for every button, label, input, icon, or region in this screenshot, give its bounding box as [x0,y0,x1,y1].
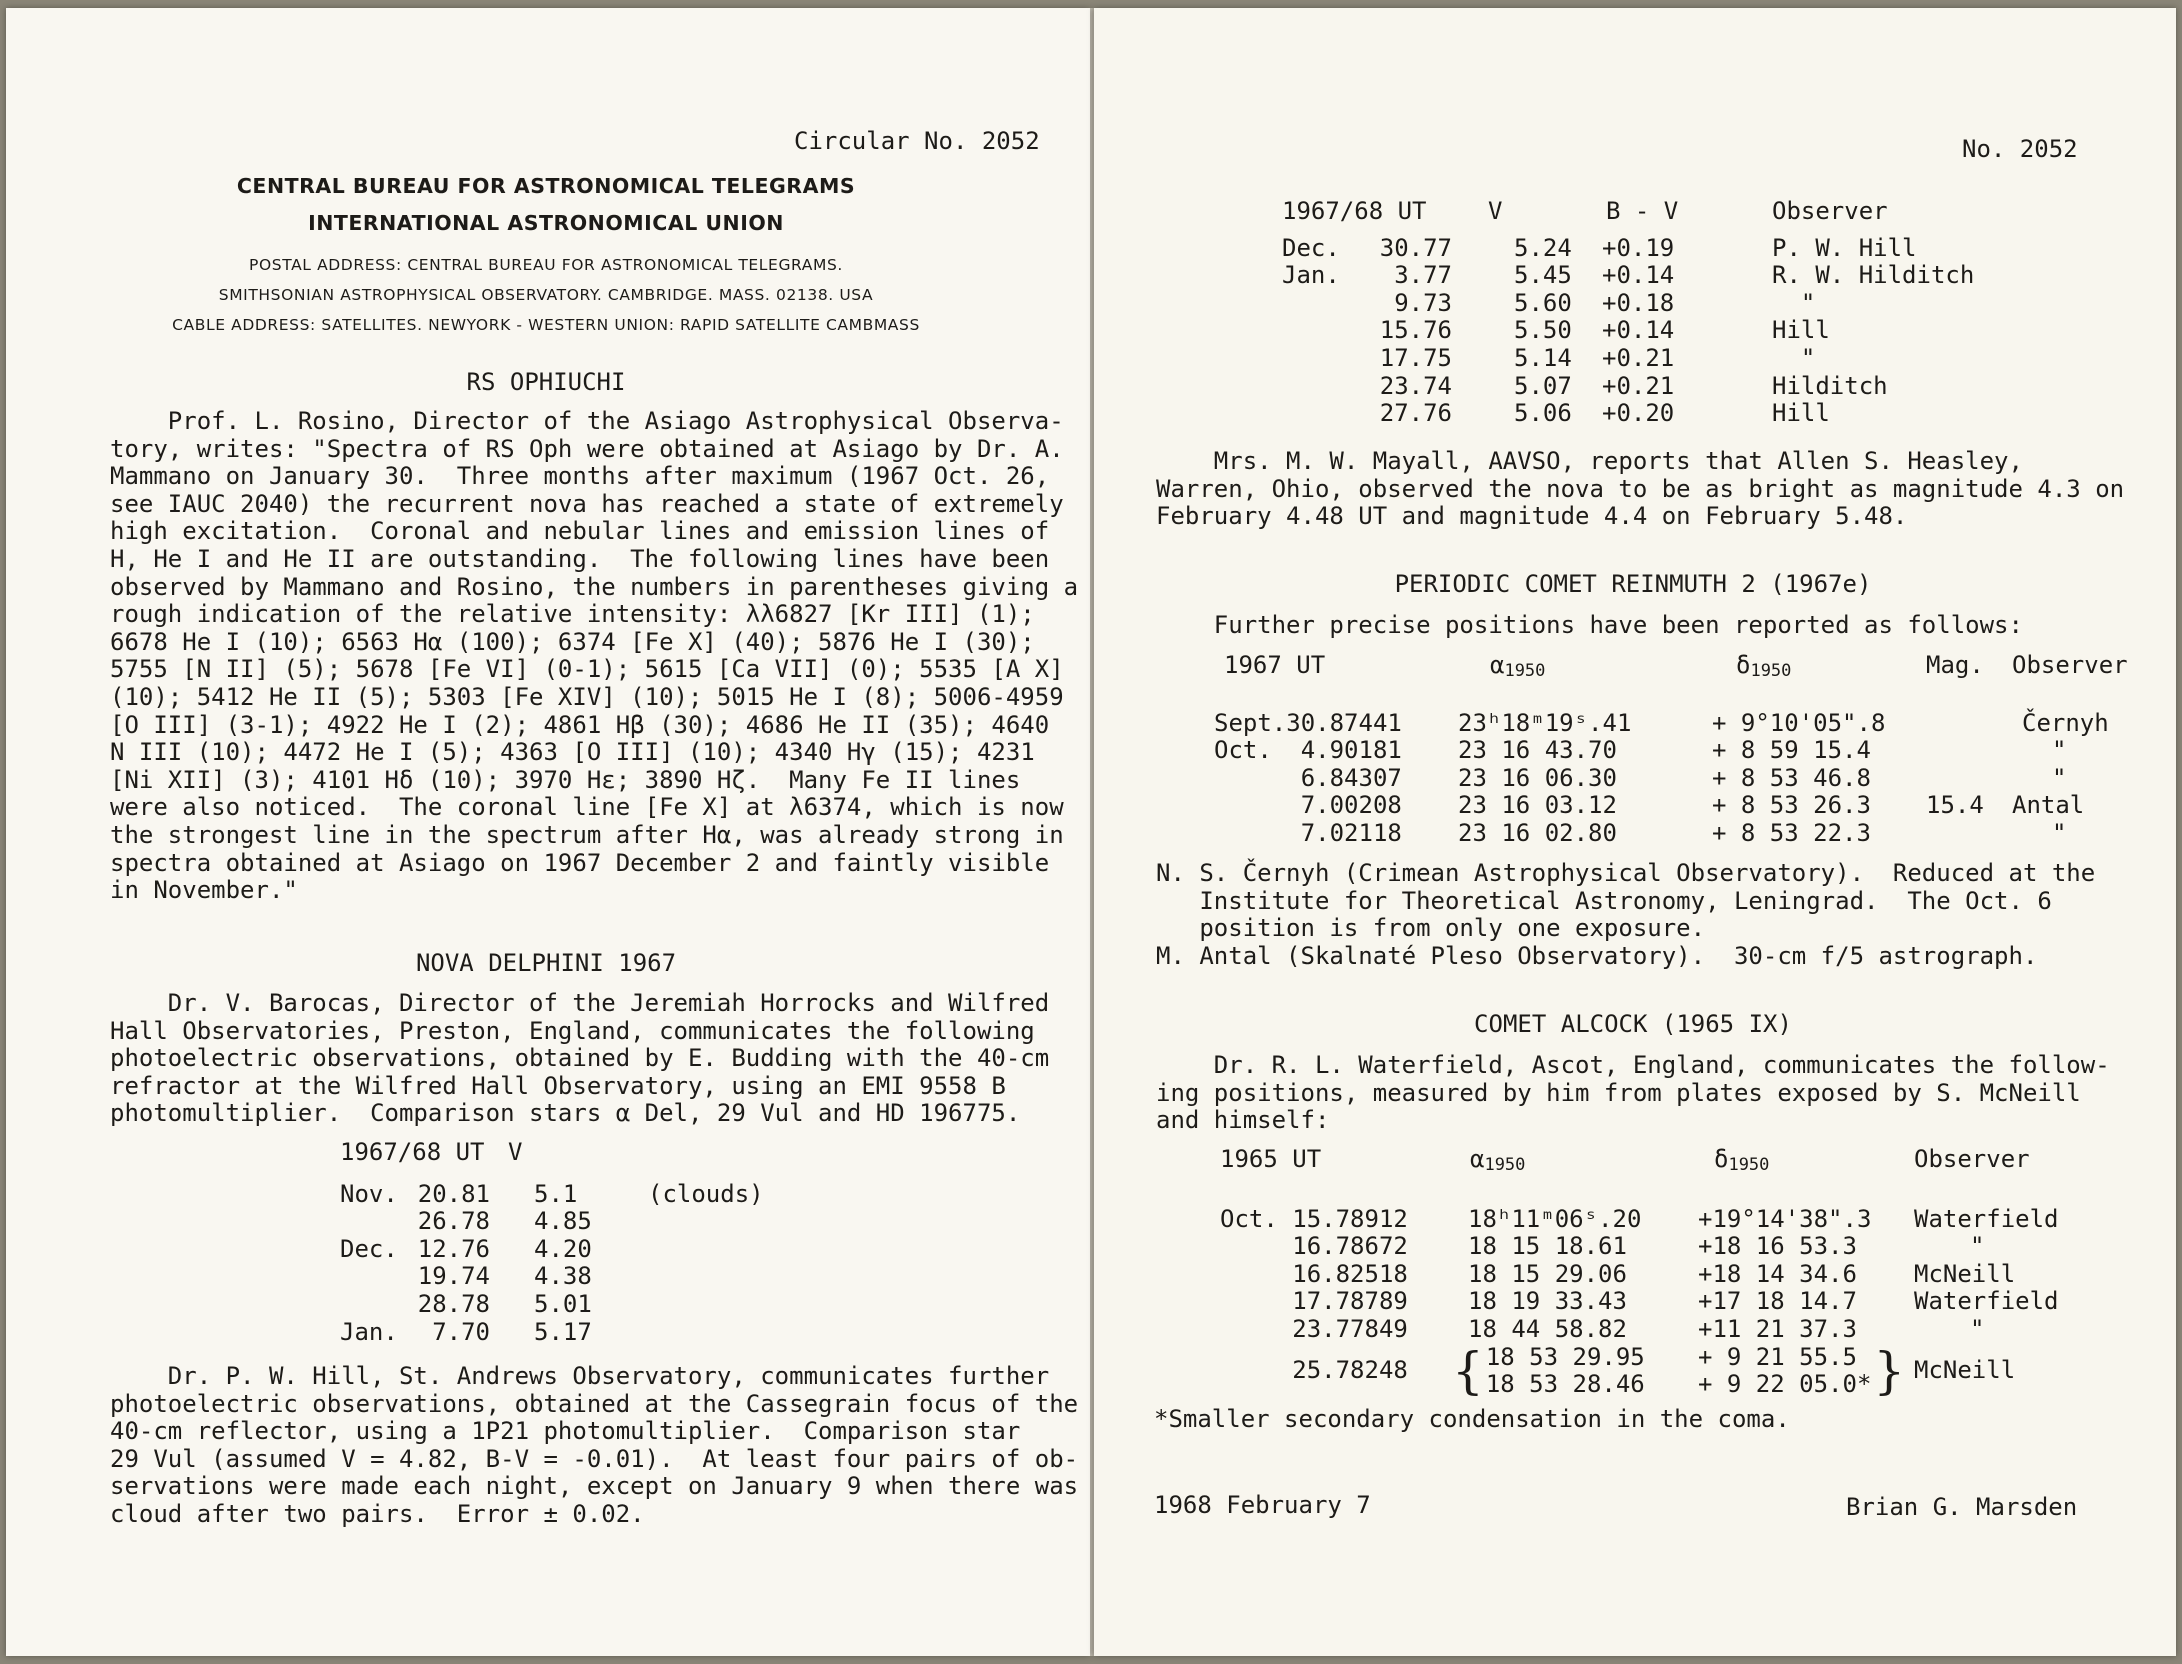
cell-observer: McNeill [1914,1259,2016,1288]
cell-date: 16.78672 [1220,1232,1408,1261]
cell-note [638,1291,764,1319]
text-line: Institute for Theoretical Astronomy, Leningrad. The Oct. 6 [1156,886,2052,915]
table-row [1214,737,2128,765]
cell-observer: Hilditch [1772,371,1888,400]
cell-dec: +17 18 14.7 [1698,1287,1857,1316]
cell-day: 12.76 [417,1234,490,1263]
cell-dec: + 9 22 05.0* [1698,1370,1872,1399]
text-line: [Ni XII] (3); 4101 Hδ (10); 3970 Hε; 3890 Hζ. Many Fe II lines [110,765,1021,794]
col-header-v: V [1488,197,1503,225]
col-header-v: V [508,1138,523,1166]
col-header-mag: Mag. [1926,651,1984,679]
cell-ra: 23 16 02.80 [1458,818,1617,847]
col-header-observer: Observer [1914,1145,2030,1173]
cell-ra: 23 16 06.30 [1458,763,1617,792]
text-line: in November." [110,876,298,905]
nova-delphini-title: NOVA DELPHINI 1967 [415,949,677,977]
cell-mag [1926,737,2012,765]
cell-date: 25.78248 [1220,1356,1408,1385]
rs-ophiuchi-title: RS OPHIUCHI [466,368,626,396]
cell-v: 5.45 [1514,261,1572,290]
cell-ra: 23 16 03.12 [1458,791,1617,820]
cell-note [638,1263,764,1291]
cell-mag [1926,710,2012,738]
table-row [1220,1316,2059,1344]
table-row [1282,235,1974,263]
cell-bv: +0.18 [1602,288,1675,317]
alcock-title: COMET ALCOCK (1965 IX) [1474,1010,1792,1038]
cell-mag: 15.4 [1926,791,1984,820]
cell-ra: 18 53 29.95 [1485,1342,1645,1371]
cell-bv: +0.21 [1602,343,1675,372]
cell-observer: Hill [1772,399,1830,428]
table-row [340,1319,764,1347]
cell-day: 7.70 [432,1317,490,1346]
mayall-text [1156,448,2124,531]
cell-day: 30.77 [1379,233,1452,262]
cell-month [1282,290,1358,318]
cell-note [638,1236,764,1264]
table-row [340,1236,764,1264]
cell-dec: + 8 53 46.8 [1712,763,1871,792]
cell-note: (clouds) [648,1179,764,1208]
cell-bv: +0.20 [1602,399,1675,428]
col-header-dec: δ [1714,1145,1729,1173]
cell-dec: +18 14 34.6 [1698,1259,1857,1288]
right-page [1094,8,2176,1656]
cell-day: 27.76 [1379,399,1452,428]
left-brace: { [1452,1342,1484,1401]
cell-day: 28.78 [417,1289,490,1318]
cell-observer: " [1772,343,1816,372]
cell-note [638,1319,764,1347]
table-header-row [1214,652,2128,686]
circular-number-right: No. 2052 [1962,135,2078,163]
cell-date: Oct. 4.90181 [1214,736,1402,765]
cell-month [340,1208,409,1236]
cell-ra: 23ʰ18ᵐ19ˢ.41 [1458,708,1632,737]
text-line: position is from only one exposure. [1156,914,1706,943]
cell-v: 4.20 [534,1234,592,1263]
cell-bv: +0.14 [1602,316,1675,345]
cell-date: 23.77849 [1220,1314,1408,1343]
cell-month [1282,317,1358,345]
table-row [340,1181,764,1209]
cell-observer: R. W. Hilditch [1772,261,1975,290]
col-header-ut: 1965 UT [1220,1145,1322,1173]
cell-v: 5.1 [534,1179,578,1208]
postal-address-line-1: POSTAL ADDRESS: CENTRAL BUREAU FOR ASTRONOMICAL TELEGRAMS. [249,256,843,274]
col-header-ut: 1967/68 UT [340,1138,485,1166]
right-brace: } [1873,1342,1906,1401]
text-line: 6678 He I (10); 6563 Hα (100); 6374 [Fe X] (40); 5876 He I (30); [110,627,1035,656]
text-line: the strongest line in the spectrum after Hα, was already strong in [110,820,1064,849]
text-line: M. Antal (Skalnaté Pleso Observatory). 30-cm f/5 astrograph. [1156,941,2038,970]
cell-ra: 23 16 43.70 [1458,736,1617,765]
cell-date: 16.82518 [1220,1259,1408,1288]
cell-v: 4.85 [534,1207,592,1236]
text-line: February 4.48 UT and magnitude 4.4 on February 5.48. [1156,502,1908,531]
cell-observer: " [2052,736,2067,765]
text-line: and himself: [1156,1106,1330,1135]
cell-v: 5.01 [534,1289,592,1318]
cell-date: 17.78789 [1220,1287,1408,1316]
signature: Brian G. Marsden [1846,1493,2078,1521]
text-line: Dr. P. W. Hill, St. Andrews Observatory, communicates further [110,1362,1050,1390]
text-line: N. S. Černyh (Crimean Astrophysical Observatory). Reduced at the [1156,859,2096,887]
cell-v: 5.07 [1514,371,1572,400]
cell-ra: 18 44 58.82 [1468,1314,1627,1343]
table-row [340,1263,764,1291]
col-header-observer: Observer [1772,197,1888,225]
text-line: (10); 5412 He II (5); 5303 [Fe XIV] (10); 5015 He I (8); 5006-4959 [110,682,1064,711]
table-row [1282,317,1974,345]
cell-month: Jan. [340,1317,398,1346]
col-header-ra-epoch: 1950 [1504,661,1546,681]
cell-day: 9.73 [1394,288,1452,317]
cell-note [638,1208,764,1236]
table-row [1282,290,1974,318]
cell-day: 17.75 [1379,343,1452,372]
table-row [1214,765,2128,793]
table-header-row [1282,198,1974,226]
text-line: N III (10); 4472 He I (5); 4363 [O III] (10); 4340 Hγ (15); 4231 [110,738,1035,767]
cell-dec: + 9°10'05".8 [1712,708,1886,737]
text-line: photomultiplier. Comparison stars α Del, 29 Vul and HD 196775. [110,1099,1021,1128]
text-line: observed by Mammano and Rosino, the numbers in parentheses giving a [110,572,1079,601]
cell-date: Sept.30.87441 [1214,708,1402,737]
postal-address-line-2: SMITHSONIAN ASTROPHYSICAL OBSERVATORY. CAMBRIDGE. MASS. 02138. USA [218,286,874,304]
text-line: Mrs. M. W. Mayall, AAVSO, reports that Allen S. Heasley, [1156,447,2023,475]
cell-observer: " [1772,288,1816,317]
col-header-ut: 1967 UT [1224,651,1326,679]
cell-date: 6.84307 [1214,763,1402,792]
reinmuth-notes [1156,860,2095,970]
cell-ra: 18ʰ11ᵐ06ˢ.20 [1468,1204,1642,1233]
cell-ra: 18 53 28.46 [1485,1370,1645,1399]
alcock-text [1156,1052,2110,1135]
text-line: see IAUC 2040) the recurrent nova has reached a state of extremely [110,489,1064,518]
col-header-ra-epoch: 1950 [1484,1155,1526,1175]
text-line: H, He I and He II are outstanding. The following lines have been [110,544,1050,573]
table-row [1282,373,1974,401]
col-header-observer: Observer [2012,651,2128,679]
circular-date: 1968 February 7 [1154,1491,1371,1519]
cell-date: 7.02118 [1214,818,1402,847]
cell-day: 19.74 [417,1262,490,1291]
cell-month: Dec. [1282,233,1340,262]
cell-day: 23.74 [1379,371,1452,400]
reinmuth-table [1214,652,2128,848]
cell-month [340,1291,409,1319]
cell-month [1282,400,1358,428]
alcock-table [1220,1146,2059,1399]
cell-observer: Antal [2012,791,2085,820]
cable-address: CABLE ADDRESS: SATELLITES. NEWYORK - WESTERN UNION: RAPID SATELLITE CAMBMASS [172,316,920,334]
cell-mag [1926,820,2012,848]
table-row [340,1291,764,1319]
hill-table [1282,198,1974,428]
text-line: Hall Observatories, Preston, England, communicates the following [110,1016,1035,1045]
cell-month: Nov. [340,1179,398,1208]
cell-day: 15.76 [1379,316,1452,345]
col-header-ra: α [1470,1145,1485,1173]
cell-day: 26.78 [417,1207,490,1236]
text-line: Warren, Ohio, observed the nova to be as bright as magnitude 4.3 on [1156,474,2125,503]
table-header-row [340,1139,764,1167]
text-line: 40-cm reflector, using a 1P21 photomultiplier. Comparison star [110,1417,1021,1446]
cell-mag [1926,765,2012,793]
cell-observer: Waterfield [1914,1204,2059,1233]
text-line: spectra obtained at Asiago on 1967 December 2 and faintly visible [110,848,1050,877]
cell-observer: P. W. Hill [1772,233,1917,262]
cell-v: 5.24 [1514,233,1572,262]
cell-ra: 18 15 29.06 [1468,1259,1627,1288]
text-line: rough indication of the relative intensity: λλ6827 [Kr III] (1); [110,600,1035,629]
cell-bv: +0.14 [1602,261,1675,290]
cell-dec: +18 16 53.3 [1698,1232,1857,1261]
left-page [6,8,1090,1656]
cell-day: 20.81 [417,1179,490,1208]
table-row [1220,1233,2059,1261]
cell-observer: Waterfield [1914,1287,2059,1316]
table-row [1220,1288,2059,1316]
rs-ophiuchi-text [110,408,1078,905]
table-row [340,1208,764,1236]
text-line: ing positions, measured by him from plates exposed by S. McNeill [1156,1078,2081,1107]
col-header-ut: 1967/68 UT [1282,197,1427,225]
cell-v: 5.14 [1514,343,1572,372]
cell-dec: + 8 53 26.3 [1712,791,1871,820]
bureau-title: CENTRAL BUREAU FOR ASTRONOMICAL TELEGRAMS [236,174,856,198]
text-line: photoelectric observations, obtained at the Cassegrain focus of the [110,1389,1079,1418]
cell-month: Jan. [1282,261,1340,290]
union-title: INTERNATIONAL ASTRONOMICAL UNION [308,211,784,235]
cell-month [1282,373,1358,401]
cell-observer: " [2052,763,2067,792]
table-row [1282,262,1974,290]
cell-observer: Hill [1772,316,1830,345]
table-row [1214,820,2128,848]
cell-dec: +11 21 37.3 [1698,1314,1857,1343]
cell-v: 4.38 [534,1262,592,1291]
text-line: were also noticed. The coronal line [Fe X] at λ6374, which is now [110,793,1064,822]
cell-v: 5.17 [534,1317,592,1346]
circular-number: Circular No. 2052 [794,127,1040,155]
hill-text [110,1363,1078,1529]
reinmuth-title: PERIODIC COMET REINMUTH 2 (1967e) [1394,570,1872,598]
cell-dec: +19°14'38".3 [1698,1204,1872,1233]
cell-ra: 18 15 18.61 [1468,1232,1627,1261]
cell-bv: +0.19 [1602,233,1675,262]
footnote: *Smaller secondary condensation in the coma. [1154,1405,1790,1433]
cell-observer: McNeill [1914,1356,2016,1385]
nova-table [340,1139,764,1346]
text-line: refractor at the Wilfred Hall Observatory, using an EMI 9558 B [110,1071,1006,1100]
cell-dec: + 8 53 22.3 [1712,818,1871,847]
table-row [1214,710,2128,738]
text-line: servations were made each night, except on January 9 when there was [110,1472,1079,1501]
cell-observer: " [2052,818,2067,847]
nova-delphini-text [110,990,1049,1128]
table-row [1220,1206,2059,1234]
cell-month: Dec. [340,1234,398,1263]
cell-day: 3.77 [1394,261,1452,290]
table-row [1220,1261,2059,1289]
text-line: tory, writes: "Spectra of RS Oph were obtained at Asiago by Dr. A. [110,434,1064,463]
col-header-ra: α [1490,651,1505,679]
table-row [1220,1344,2059,1399]
table-header-row [1220,1146,2059,1180]
text-line: 29 Vul (assumed V = 4.82, B-V = -0.01). At least four pairs of ob- [110,1444,1079,1473]
col-header-dec: δ [1736,651,1751,679]
table-row [1282,400,1974,428]
cell-date: 7.00208 [1214,791,1402,820]
text-line: high excitation. Coronal and nebular lines and emission lines of [110,517,1050,546]
cell-month [1282,345,1358,373]
reinmuth-intro: Further precise positions have been reported as follows: [1156,611,2023,639]
text-line: 5755 [N II] (5); 5678 [Fe VI] (0-1); 5615 [Ca VII] (0); 5535 [A X] [110,655,1064,684]
text-line: Dr. V. Barocas, Director of the Jeremiah Horrocks and Wilfred [110,989,1050,1017]
cell-observer: Černyh [2022,708,2109,737]
cell-v: 5.50 [1514,316,1572,345]
text-line: cloud after two pairs. Error ± 0.02. [110,1499,645,1528]
col-header-dec-epoch: 1950 [1728,1155,1770,1175]
cell-ra: 18 19 33.43 [1468,1287,1627,1316]
cell-v: 5.60 [1514,288,1572,317]
text-line: Mammano on January 30. Three months after maximum (1967 Oct. 26, [110,462,1050,491]
cell-v: 5.06 [1514,399,1572,428]
cell-dec: + 8 59 15.4 [1712,736,1871,765]
cell-bv: +0.21 [1602,371,1675,400]
table-row [1214,792,2128,820]
cell-observer: " [1970,1232,1985,1261]
cell-month [340,1263,409,1291]
text-line: Prof. L. Rosino, Director of the Asiago Astrophysical Observa- [110,407,1064,435]
col-header-dec-epoch: 1950 [1750,661,1792,681]
text-line: photoelectric observations, obtained by E. Budding with the 40-cm [110,1044,1050,1073]
col-header-bv: B - V [1606,197,1679,225]
cell-date: Oct. 15.78912 [1220,1204,1408,1233]
text-line: [O III] (3-1); 4922 He I (2); 4861 Hβ (30); 4686 He II (35); 4640 [110,710,1050,739]
text-line: Dr. R. L. Waterfield, Ascot, England, communicates the follow- [1156,1051,2110,1079]
cell-observer: " [1970,1314,1985,1343]
table-row [1282,345,1974,373]
cell-dec: + 9 21 55.5 [1698,1342,1857,1371]
